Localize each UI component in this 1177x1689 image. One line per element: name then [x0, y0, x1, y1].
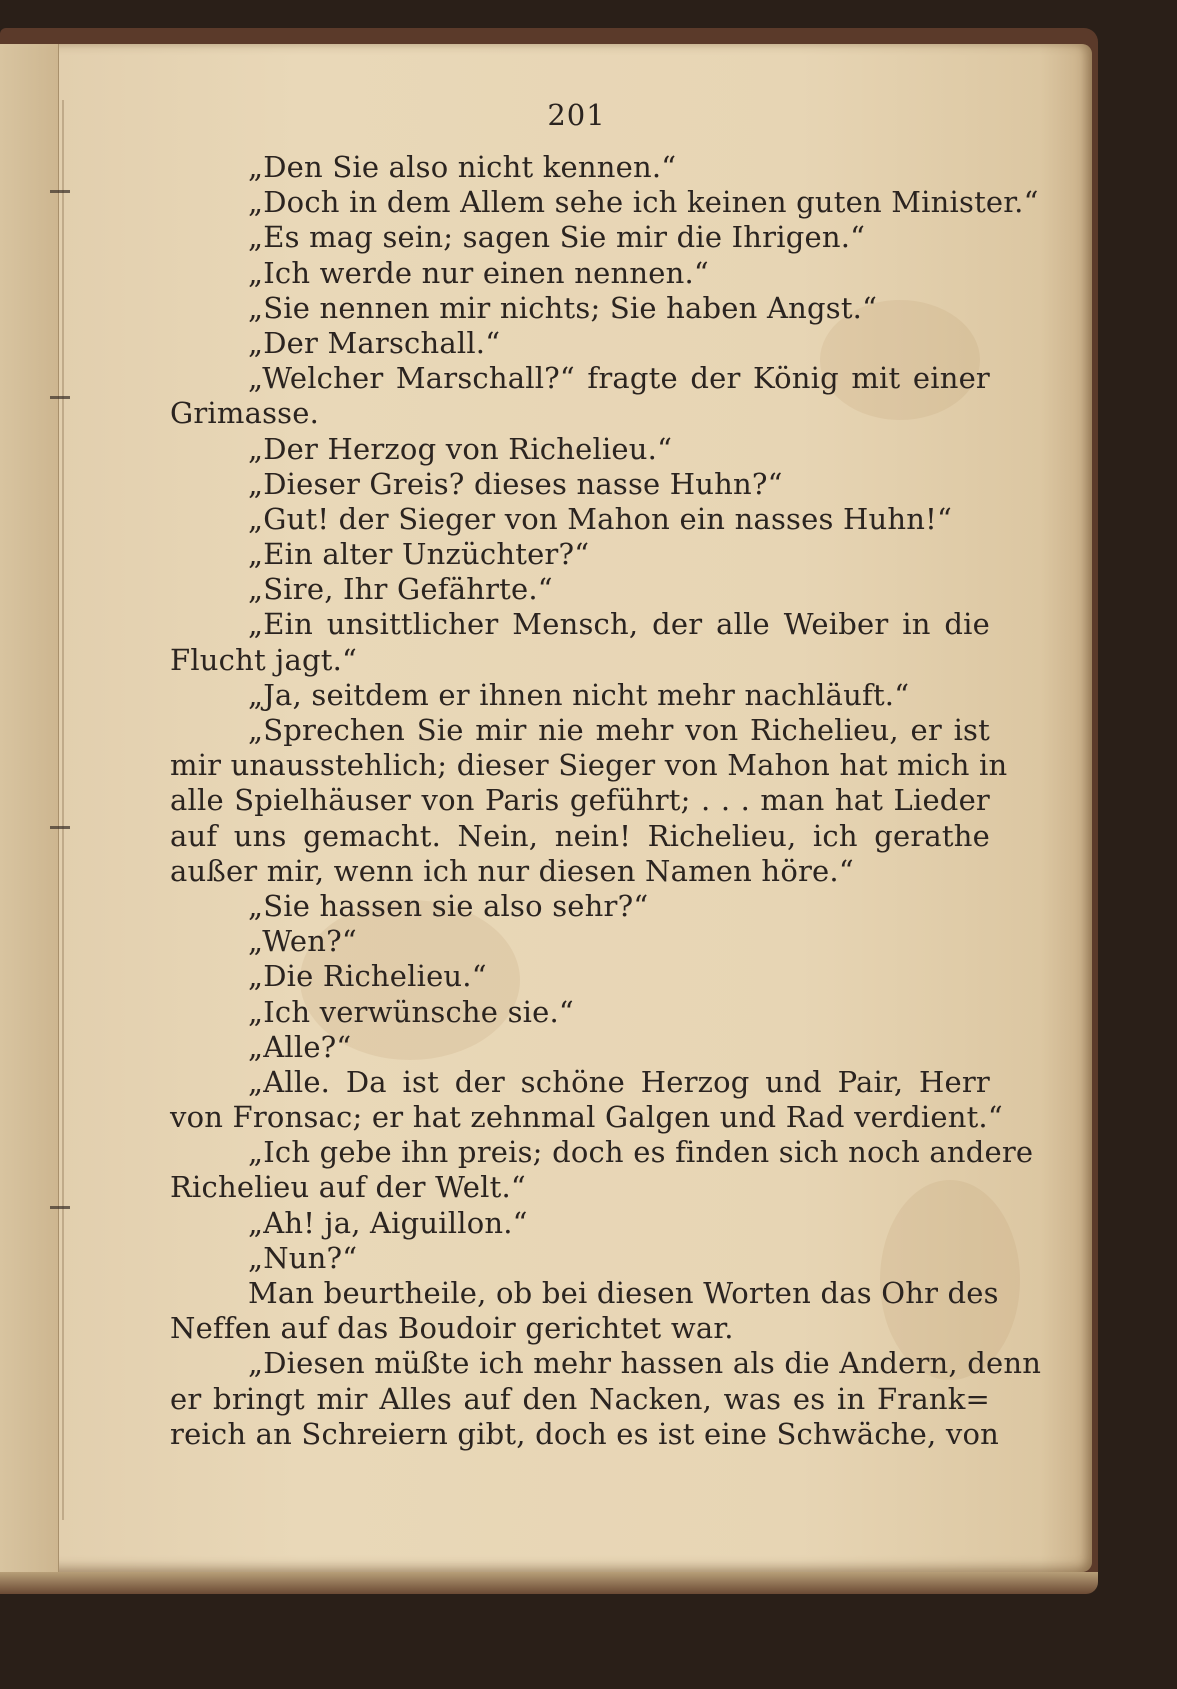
text-line: „Ein alter Unzüchter?“ — [248, 537, 590, 572]
text-line: „Dieser Greis? dieses nasse Huhn?“ — [248, 466, 783, 501]
text-line: „Den Sie also nicht kennen.“ — [248, 150, 677, 184]
text-line: „Nun?“ — [248, 1240, 358, 1275]
text-line: „Alle?“ — [248, 1029, 352, 1064]
text-line: „Sie hassen sie also sehr?“ — [248, 888, 649, 923]
text-line: reich an Schreiern gibt, doch es ist eine Schwäche, von — [170, 1416, 1000, 1451]
left-page-edge — [0, 44, 59, 1572]
text-line: „Alle. Da ist der schöne Herzog und Pair, Herr — [248, 1064, 990, 1099]
text-line: alle Spielhäuser von Paris geführt; . . . man hat Lieder — [170, 783, 990, 818]
text-line: „Ich werde nur einen nennen.“ — [248, 255, 709, 290]
text-line: Flucht jagt.“ — [170, 642, 358, 677]
text-line: Neffen auf das Boudoir gerichtet war. — [170, 1311, 734, 1346]
text-line: „Ich gebe ihn preis; doch es finden sich noch andere — [248, 1135, 1034, 1170]
text-line: „Welcher Marschall?“ fragte der König mit einer — [248, 361, 990, 396]
text-line: „Sie nennen mir nichts; Sie haben Angst.“ — [248, 290, 878, 325]
text-line: „Die Richelieu.“ — [248, 959, 487, 994]
text-line: „Ah! ja, Aiguillon.“ — [248, 1205, 528, 1240]
page-number: 201 — [547, 98, 606, 132]
text-line: „Ich verwünsche sie.“ — [248, 994, 574, 1029]
gutter-fold — [62, 100, 64, 1520]
margin-mark — [50, 396, 70, 399]
text-line: außer mir, wenn ich nur diesen Namen höre.“ — [170, 853, 854, 888]
text-line: „Der Marschall.“ — [248, 325, 501, 360]
text-line: er bringt mir Alles auf den Nacken, was es in Frank= — [170, 1381, 990, 1416]
text-line: „Diesen müßte ich mehr hassen als die Andern, denn — [248, 1346, 1042, 1381]
margin-mark — [50, 190, 70, 193]
text-line: mir unausstehlich; dieser Sieger von Mahon hat mich in — [170, 748, 1008, 783]
text-line: von Fronsac; er hat zehnmal Galgen und Rad verdient.“ — [170, 1100, 1003, 1135]
text-line: „Sprechen Sie mir nie mehr von Richelieu, er ist — [248, 713, 990, 747]
text-line: „Ein unsittlicher Mensch, der alle Weiber in die — [248, 607, 990, 642]
text-line: Man beurtheile, ob bei diesen Worten das Ohr des — [248, 1276, 999, 1310]
text-line: „Doch in dem Allem sehe ich keinen guten Minister.“ — [248, 185, 1039, 220]
text-line: „Wen?“ — [248, 924, 357, 959]
text-line: Grimasse. — [170, 396, 320, 431]
text-line: „Gut! der Sieger von Mahon ein nasses Huhn!“ — [248, 501, 952, 536]
book-bottom-edge — [0, 1572, 1098, 1594]
text-line: „Es mag sein; sagen Sie mir die Ihrigen.“ — [248, 220, 866, 255]
text-line: Richelieu auf der Welt.“ — [170, 1170, 526, 1205]
text-line: „Ja, seitdem er ihnen nicht mehr nachläuft.“ — [248, 677, 910, 712]
text-line: „Der Herzog von Richelieu.“ — [248, 431, 673, 466]
margin-mark — [50, 1206, 70, 1209]
text-line: auf uns gemacht. Nein, nein! Richelieu, ich gerathe — [170, 818, 990, 853]
margin-mark — [50, 826, 70, 829]
body-text — [170, 150, 1042, 1452]
text-line: „Sire, Ihr Gefährte.“ — [248, 572, 553, 607]
